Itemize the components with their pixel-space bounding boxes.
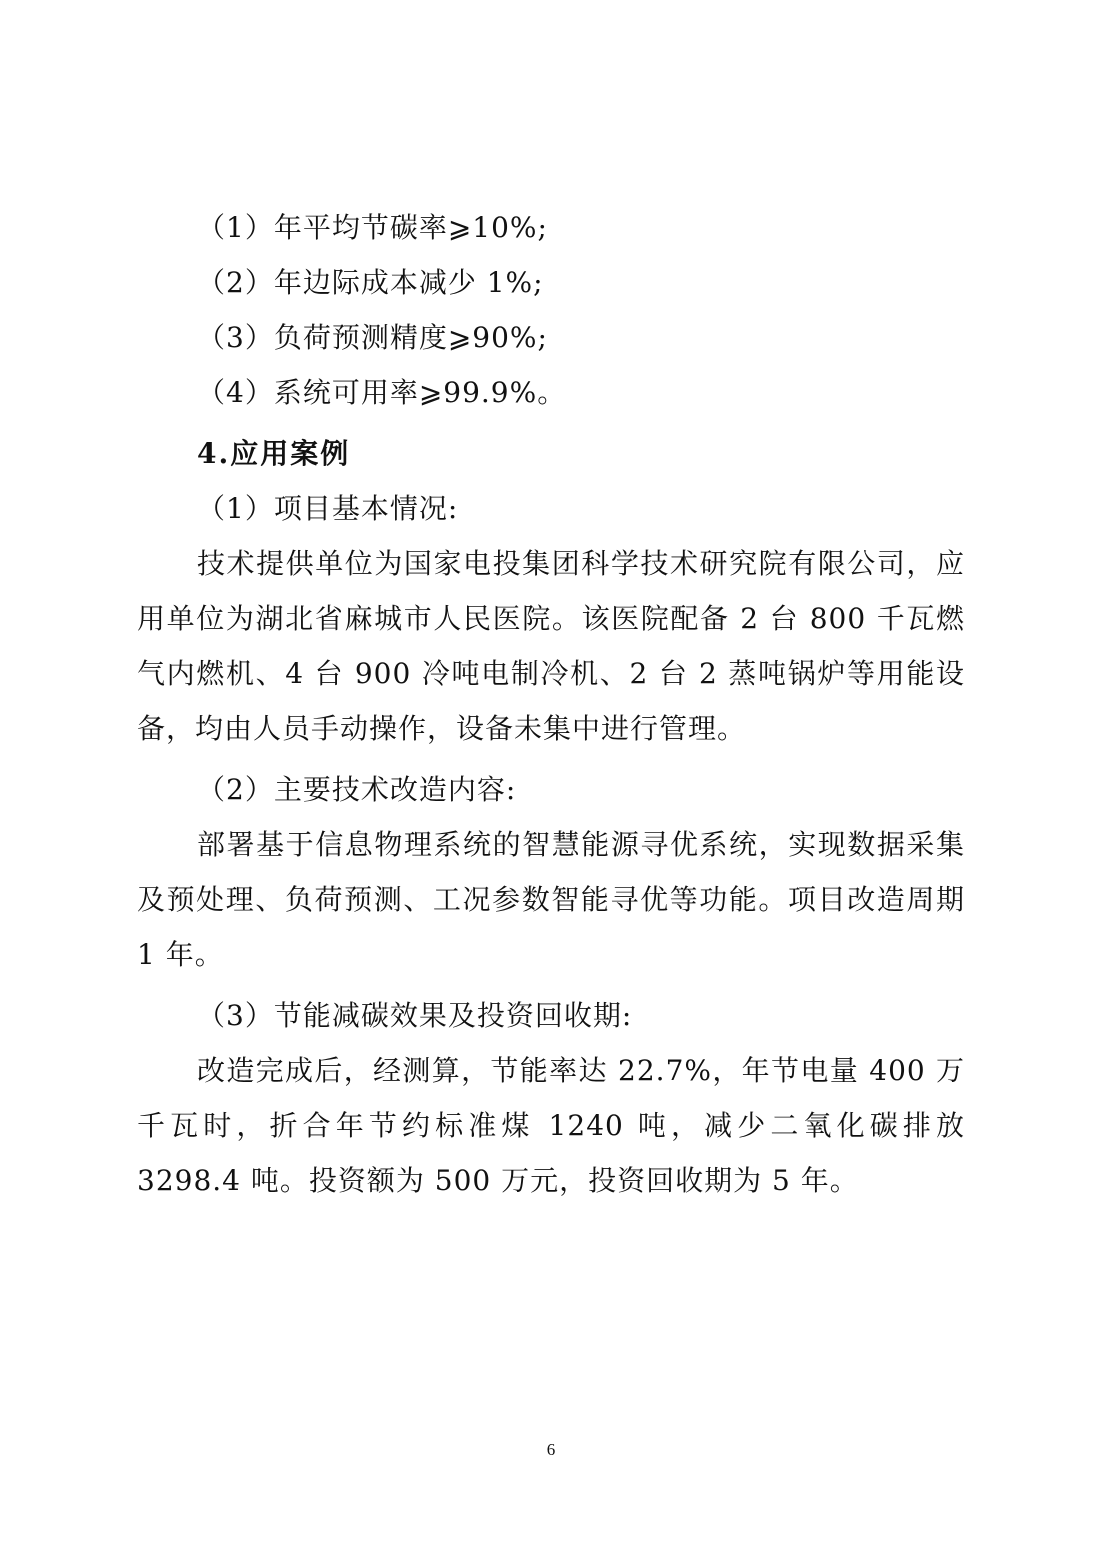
basic-info-body: 技术提供单位为国家电投集团科学技术研究院有限公司，应用单位为湖北省麻城市人民医院。该医院配备 2 台 800 千瓦燃气内燃机、4 台 900 冷吨电制冷机、2 台 2 蒸吨锅炉等用能设备，均由人员手动操作，设备未集中进行管理。	[137, 547, 965, 745]
section-heading: 4.应用案例	[197, 437, 351, 470]
basic-info-title: （1）项目基本情况:	[197, 492, 459, 525]
target-item-2: （2）年边际成本减少 1%;	[197, 266, 544, 299]
main-retrofit-title: （2）主要技术改造内容:	[197, 773, 517, 806]
target-item-3: （3）负荷预测精度⩾90%;	[197, 321, 548, 354]
page-number: 6	[546, 1440, 556, 1459]
effects-title: （3）节能减碳效果及投资回收期:	[197, 999, 633, 1032]
effects-body: 改造完成后，经测算，节能率达 22.7%，年节电量 400 万千瓦时，折合年节约标准煤 1240 吨，减少二氧化碳排放 3298.4 吨。投资额为 500 万元，投资回收期为 5 年。	[137, 1054, 965, 1197]
page-content	[137, 200, 965, 1208]
main-retrofit-body: 部署基于信息物理系统的智慧能源寻优系统，实现数据采集及预处理、负荷预测、工况参数智能寻优等功能。项目改造周期 1 年。	[137, 828, 965, 971]
target-item-4: （4）系统可用率⩾99.9%。	[197, 376, 567, 409]
target-item-1: （1）年平均节碳率⩾10%;	[197, 211, 548, 244]
